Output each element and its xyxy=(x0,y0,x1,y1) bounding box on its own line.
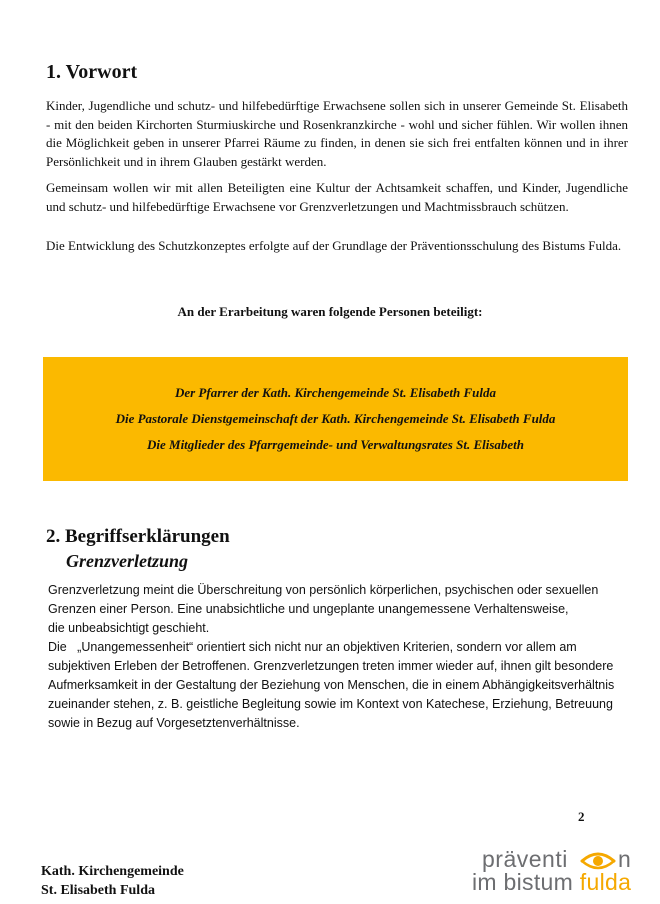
definition-line: zueinander stehen, z. B. geistliche Begleitung sowie im Kontext von Katechese, Erziehung, Betreuung xyxy=(48,697,613,711)
logo-text-line2 xyxy=(472,869,631,896)
logo-text-fulda: fulda xyxy=(579,869,632,895)
definition-line: sowie in Bezug auf Vorgesetztenverhältnisse. xyxy=(48,716,300,730)
contributors-heading: An der Erarbeitung waren folgende Personen beteiligt: xyxy=(177,304,483,319)
contributor-item: Die Pastorale Dienstgemeinschaft der Kath. Kirchengemeinde St. Elisabeth Fulda xyxy=(115,411,556,426)
logo-text-line1: präventi xyxy=(482,846,568,872)
contributor-item: Die Mitglieder des Pfarrgemeinde- und Verwaltungsrates St. Elisabeth xyxy=(146,437,525,452)
footer-org-line: St. Elisabeth Fulda xyxy=(41,883,155,898)
contributor-item: Der Pfarrer der Kath. Kirchengemeinde St. Elisabeth Fulda xyxy=(174,385,497,400)
contributors-box xyxy=(43,357,628,481)
page-number: 2 xyxy=(578,809,585,824)
section-heading-vorwort: 1. Vorwort xyxy=(46,61,138,83)
paragraph-intro: Kinder, Jugendliche und schutz- und hilfebedürftige Erwachsene sollen sich in unserer Gemeinde St. Elisabeth - mit den beiden Kirchorten Sturmiuskirche und Rosenkranzkirche - wohl und sicher fühlen. Wir wollen ihnen die Möglichkeit geben in unserer Pfarrei Räume zu finden, in denen sie sich frei entfalten können und in ihrer Persönlichkeit und in ihrem Glauben gestärkt werden. xyxy=(46,98,628,169)
definition-line: Die „Unangemessenheit“ orientiert sich nicht nur an objektiven Kriterien, sondern vor allem am xyxy=(48,640,577,654)
footer-org-line: Kath. Kirchengemeinde xyxy=(41,864,184,879)
definition-line: Grenzverletzung meint die Überschreitung von persönlich körperlichen, psychischen oder sexuellen xyxy=(48,583,599,597)
section-heading-begriffserklaerungen: 2. Begriffserklärungen xyxy=(46,526,230,547)
logo-text-im-bistum: im bistum xyxy=(472,869,580,895)
definition-text xyxy=(48,581,628,733)
subheading-grenzverletzung: Grenzverletzung xyxy=(66,551,189,571)
definition-line: die unbeabsichtigt geschieht. xyxy=(48,621,210,635)
paragraph-culture: Gemeinsam wollen wir mit allen Beteiligten eine Kultur der Achtsamkeit schaffen, und Kinder, Jugendliche und schutz- und hilfebedürftige Erwachsene vor Grenzverletzungen und Machtmissbrauch schützen. xyxy=(46,180,628,214)
definition-line: subjektiven Erleben der Betroffenen. Grenzverletzungen treten immer wieder auf, ihnen gilt besondere xyxy=(48,659,614,673)
paragraph-development: Die Entwicklung des Schutzkonzeptes erfolgte auf der Grundlage der Präventionsschulung des Bistums Fulda. xyxy=(46,238,622,253)
praevention-logo xyxy=(472,844,638,898)
logo-text-line1-end: n xyxy=(618,846,631,872)
definition-line: Grenzen einer Person. Eine unabsichtliche und ungeplante unangemessene Verhaltensweise, xyxy=(48,602,569,616)
footer-organization xyxy=(41,862,184,900)
definition-line: Aufmerksamkeit in der Gestaltung der Beziehung von Menschen, die in einem Abhängigkeitsverhältnis xyxy=(48,678,615,692)
